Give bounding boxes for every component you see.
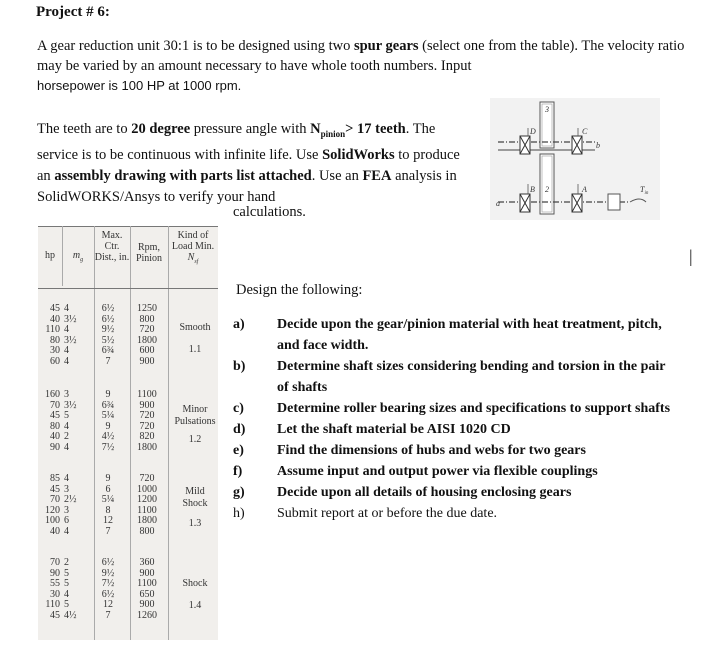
table-cell: 4 (64, 420, 69, 432)
task-item (233, 482, 673, 503)
kind-smooth: Smooth (179, 322, 211, 333)
table-cell: 720 (139, 473, 155, 484)
table-cell: 900 (139, 399, 155, 411)
table-cell: 4 (64, 324, 69, 336)
intro-horsepower: horsepower is 100 HP at 1000 rpm. (37, 78, 242, 93)
design-heading: Design the following: (236, 282, 363, 298)
spec-paragraph (37, 119, 477, 208)
spec-text-6: analysis in SolidWORKS/Ansys to verify your hand (37, 167, 457, 205)
table-cell: 80 (50, 334, 60, 346)
task-text: Find the dimensions of hubs and webs for two gears (277, 443, 586, 458)
table-cell: 70 (50, 399, 60, 411)
table-cell: 5½ (101, 334, 115, 346)
table-cell: 6½ (101, 588, 115, 600)
table-cell: 2½ (64, 494, 77, 506)
task-text: Let the shaft material be AISI 1020 CD (277, 422, 511, 437)
table-cell: 4½ (101, 431, 115, 443)
table-cell: 5¼ (101, 410, 115, 422)
task-text: Decide upon all details of housing enclosing gears (277, 485, 572, 500)
table-cell: 45 (50, 609, 60, 621)
intro-text-1: A gear reduction unit 30:1 is to be designed using two (37, 38, 354, 54)
spec-calculations: calculations. (233, 204, 306, 220)
table-cell: 720 (139, 324, 155, 336)
table-cell: 4 (64, 588, 69, 600)
task-label: d) (233, 422, 246, 437)
label-C: C (582, 127, 588, 136)
label-A: A (582, 185, 587, 194)
table-cell: 820 (139, 431, 155, 443)
table-cell: 900 (139, 599, 155, 611)
table-cell: 2 (64, 431, 69, 443)
task-item (233, 503, 673, 524)
table-cell: 3½ (64, 313, 77, 325)
table-row (38, 304, 218, 315)
table-cell: 12 (103, 599, 113, 611)
table-group-minor-pulsations (38, 390, 218, 454)
table-row (38, 357, 218, 368)
table-cell: 7½ (101, 441, 115, 453)
table-cell: 1800 (137, 334, 157, 346)
table-group-smooth (38, 304, 218, 368)
kind-minor-pulsations: Minor Pulsations (174, 404, 216, 427)
nsf-smooth: 1.1 (188, 344, 202, 355)
table-cell: 650 (139, 588, 155, 600)
table-cell: 6 (64, 515, 69, 527)
table-cell: 85 (50, 473, 60, 484)
table-cell: 45 (50, 483, 60, 495)
table-group-shock (38, 558, 218, 622)
table-cell: 900 (139, 355, 155, 367)
kind-mild-shock: Mild Shock (182, 486, 208, 509)
task-label: c) (233, 401, 244, 416)
table-cell: 6¾ (101, 399, 115, 411)
task-text: Submit report at or before the due date. (277, 506, 498, 521)
intro-text-2: (select one from the table). The velocity ratio may be varied by an amount necessary to have whole tooth numbers. Input (37, 38, 685, 74)
table-cell: 6½ (101, 313, 115, 325)
table-cell: 110 (45, 599, 60, 611)
label-B: B (530, 185, 535, 194)
table-cell: 3 (64, 483, 69, 495)
gear-train-diagram (490, 98, 660, 220)
project-title: Project # 6: (36, 4, 110, 20)
table-cell: 7 (105, 525, 111, 537)
spec-text-1: The teeth are to (37, 121, 132, 137)
table-cell: 6 (105, 483, 111, 495)
task-item (233, 419, 673, 440)
task-text: Determine roller bearing sizes and specifications to support shafts (277, 401, 671, 416)
table-row (38, 611, 218, 622)
table-cell: 9 (105, 420, 111, 432)
task-item (233, 356, 673, 398)
label-gear-3: 3 (545, 105, 549, 114)
nsf-mild-shock: 1.3 (188, 518, 202, 529)
header-max-dist: Max. Ctr. Dist., in. (94, 230, 130, 263)
task-label: e) (233, 443, 244, 458)
kind-shock: Shock (182, 578, 208, 589)
table-cell: 60 (50, 355, 60, 367)
table-cell: 800 (139, 525, 155, 537)
label-D: D (530, 127, 536, 136)
task-item (233, 398, 673, 419)
spec-bold-2: $N_{pinion}$ (310, 121, 346, 139)
table-cell: 1800 (137, 515, 157, 527)
table-cell: 5 (64, 599, 69, 611)
table-cell: 4 (64, 473, 69, 484)
table-cell: 3 (64, 389, 69, 400)
table-cell: 6¾ (101, 345, 115, 357)
task-item (233, 461, 673, 482)
task-list (233, 314, 673, 524)
task-text: Decide upon the gear/pinion material with heat treatment, pitch, and face width. (277, 317, 662, 353)
gear-diagram-svg (490, 98, 660, 220)
task-text: Assume input and output power via flexible couplings (277, 464, 598, 479)
table-cell: 45 (50, 410, 60, 422)
table-cell: 80 (50, 420, 60, 432)
table-cell: 55 (50, 578, 60, 590)
table-cell: 6½ (101, 303, 115, 314)
header-kind-of-load: Kind of Load Min. $N_{sf}$ (171, 230, 215, 265)
table-cell: 9½ (101, 567, 115, 579)
nsf-shock: 1.4 (188, 600, 202, 611)
table-cell: 720 (139, 420, 155, 432)
spec-bold-5: assembly drawing with parts list attached (54, 167, 312, 184)
table-cell: 1100 (137, 504, 157, 516)
header-mg: $m_g$ (72, 250, 84, 263)
task-item (233, 440, 673, 461)
table-cell: 4 (64, 355, 69, 367)
intro-bold: spur gears (353, 38, 419, 54)
spec-text-2: pressure angle with (190, 121, 311, 137)
table-row (38, 558, 218, 569)
table-cell: 90 (50, 441, 60, 453)
table-row (38, 390, 218, 401)
table-cell: 800 (139, 313, 155, 325)
table-cell: 160 (45, 389, 60, 400)
label-T-in: $T_{in}$ (640, 185, 649, 196)
table-cell: 110 (45, 324, 60, 336)
table-cell: 12 (103, 515, 113, 527)
nsf-minor-pulsations: 1.2 (188, 434, 202, 445)
task-label: b) (233, 359, 246, 374)
table-cell: 1100 (137, 578, 157, 590)
table-cell: 4 (64, 441, 69, 453)
table-cell: 600 (139, 345, 155, 357)
table-cell: 3½ (64, 334, 77, 346)
spec-bold-3: > 17 teeth (345, 121, 406, 137)
table-cell: 9½ (101, 324, 115, 336)
table-cell: 40 (50, 431, 60, 443)
task-label: g) (233, 485, 245, 500)
spec-bold-6: FEA (362, 167, 392, 184)
table-cell: 4 (64, 345, 69, 357)
spec-text-4: to produce an (37, 146, 460, 184)
table-cell: 6½ (101, 557, 115, 568)
table-cell: 360 (139, 557, 155, 568)
table-cell: 9 (105, 389, 111, 400)
table-group-mild-shock (38, 474, 218, 538)
table-cell: 1000 (137, 483, 157, 495)
table-cell: 8 (105, 504, 111, 516)
task-item (233, 314, 673, 356)
text-cursor: | (689, 246, 693, 266)
header-hp: hp (45, 250, 55, 261)
spec-text-3: . The service is to be continuous with infinite life. Use (37, 121, 436, 163)
label-gear-2: 2 (545, 185, 549, 194)
table-cell: 3½ (64, 399, 77, 411)
table-cell: 30 (50, 588, 60, 600)
table-cell: 900 (139, 567, 155, 579)
intro-paragraph (37, 36, 687, 96)
task-label: f) (233, 464, 243, 479)
table-cell: 720 (139, 410, 155, 422)
spec-bold-1: 20 degree (131, 121, 191, 137)
table-cell: 90 (50, 567, 60, 579)
table-cell: 4 (64, 303, 69, 314)
table-cell: 1200 (137, 494, 157, 506)
table-cell: 4½ (64, 609, 77, 621)
gear-selection-table (38, 226, 218, 640)
label-a: a (496, 199, 500, 208)
table-cell: 40 (50, 313, 60, 325)
table-cell: 1260 (137, 609, 157, 621)
spec-bold-4: SolidWorks (322, 146, 395, 163)
task-text: Determine shaft sizes considering bending and torsion in the pair of shafts (277, 359, 666, 395)
table-cell: 5 (64, 410, 69, 422)
table-cell: 7½ (101, 578, 115, 590)
table-cell: 70 (50, 494, 60, 506)
table-cell: 40 (50, 525, 60, 537)
table-cell: 30 (50, 345, 60, 357)
table-cell: 100 (45, 515, 60, 527)
table-cell: 7 (105, 355, 111, 367)
table-cell: 1800 (137, 441, 157, 453)
spec-text-5: . Use an (311, 167, 363, 184)
table-cell: 120 (45, 504, 60, 516)
task-label: h) (233, 506, 245, 521)
task-label: a) (233, 317, 245, 332)
table-cell: 1250 (137, 303, 157, 314)
table-cell: 3 (64, 504, 69, 516)
table-cell: 9 (105, 473, 111, 484)
table-cell: 5 (64, 578, 69, 590)
table-cell: 70 (50, 557, 60, 568)
table-cell: 5 (64, 567, 69, 579)
table-cell: 5¼ (101, 494, 115, 506)
label-b: b (596, 141, 600, 150)
table-cell: 4 (64, 525, 69, 537)
table-cell: 2 (64, 557, 69, 568)
table-cell: 45 (50, 303, 60, 314)
table-cell: 7 (105, 609, 111, 621)
header-rpm: Rpm, Pinion (135, 242, 163, 264)
table-cell: 1100 (137, 389, 157, 400)
table-row (38, 474, 218, 485)
